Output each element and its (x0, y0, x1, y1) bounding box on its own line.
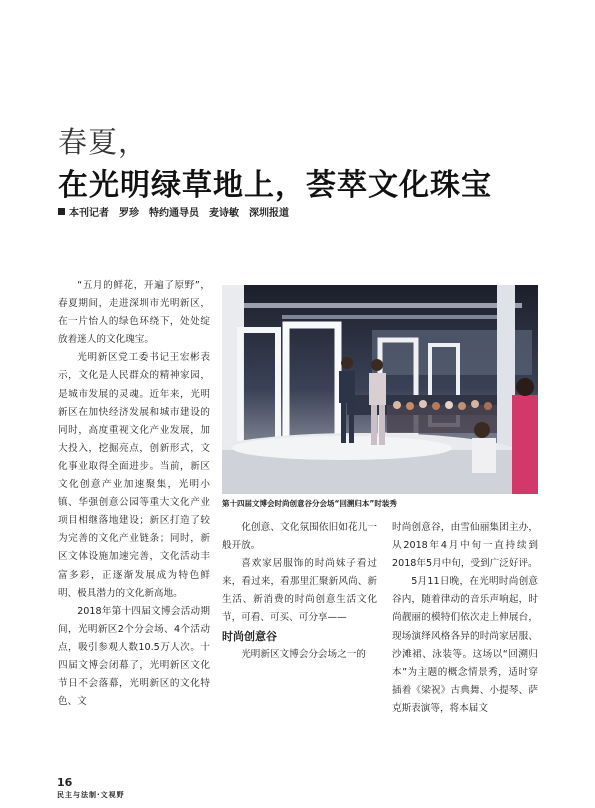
title-line-2: 在光明绿草地上，荟萃文化珠宝 (58, 168, 492, 203)
title-line-1: 春夏， (58, 125, 149, 159)
paragraph: 光明新区文博会分会场之一的 (241, 648, 366, 660)
paragraph: 时尚创意谷，由雪仙丽集团主办，从2018年4月中旬一直持续到2018年5月中旬，受到广泛好评。 (392, 522, 538, 570)
fashion-show-illustration (222, 285, 538, 494)
paragraph: 喜欢家居服饰的时尚妹子看过来，看过来，看那里汇聚新风尚、新生活、新消费的时尚创意生活文化节，可看、可买、可分享—— (222, 558, 377, 624)
byline (58, 204, 289, 219)
paragraph: 5月11日晚，在光明时尚创意谷内，随着律动的音乐声响起，时尚靓丽的模特们依次走上伸展台，现场演绎风格各异的时尚家居服、沙滩裙、泳装等。这场以“回溯归本”为主题的概念情景秀，适时穿插着《梁祝》古典舞、小提琴、萨克斯表演等，将本届文 (392, 576, 538, 714)
article-column-3 (392, 519, 538, 718)
article-column-2 (222, 519, 377, 664)
magazine-mark: 民主与法制·文视野 (57, 791, 125, 799)
fashion-show-photo (222, 285, 538, 494)
page-number: 16 (57, 776, 73, 789)
article-column-1 (58, 277, 210, 711)
paragraph: 2018年第十四届文博会活动期间，光明新区2个分会场、4个活动点，吸引参观人数10.5万人次。十四届文博会闭幕了，光明新区文化节日不会落幕，光明新区的文化特色、文 (58, 605, 210, 708)
byline-text: 本刊记者 罗珍 特约通导员 麦诗敏 深圳报道 (69, 208, 289, 219)
section-subhead: 时尚创意谷 (222, 629, 277, 643)
photo-caption: 第十四届文博会时尚创意谷分会场“回溯归本”时装秀 (222, 499, 397, 508)
paragraph: 化创意、文化氛围依旧如花儿一般开放。 (222, 522, 377, 552)
square-bullet-icon (58, 208, 65, 215)
paragraph: 光明新区党工委书记王宏彬表示，文化是人民群众的精神家园，是城市发展的灵魂。近年来，光明新区在加快经济发展和城市建设的同时，高度重视文化产业发展，加大投入，挖掘亮点，创新形式，文化事业取得全面进步。当前，新区文化创意产业加速聚集，光明小镇、华强创意公园等重大文化产业项目相继落地建设；新区打造了较为完善的文化产业链条；同时，新区文体设施加速完善，文化活动丰富多彩，正逐渐发展成为特色鲜明、极具潜力的文化新高地。 (58, 352, 210, 599)
paragraph: “五月的鲜花，开遍了原野”，春夏期间，走进深圳市光明新区，在一片怡人的绿色环绕下，处处绽放着迷人的文化瑰宝。 (58, 280, 210, 346)
